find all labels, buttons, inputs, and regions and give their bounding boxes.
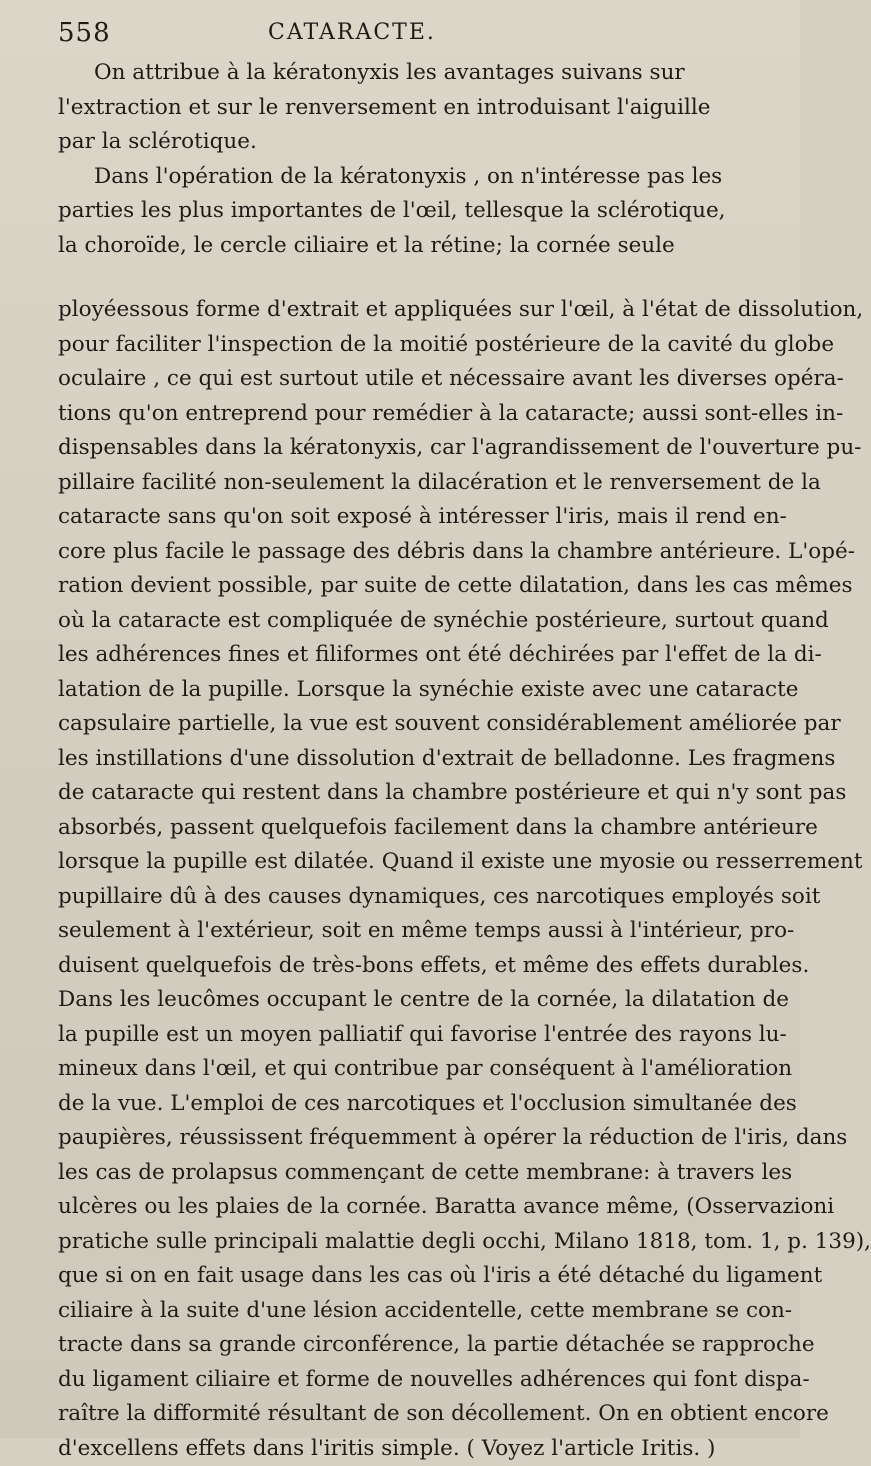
text-line: d'excellens effets dans l'iritis simple. ( Voyez l'article Iritis. ) xyxy=(58,1432,770,1466)
text-line: paupières, réussissent fréquemment à opérer la réduction de l'iris, dans xyxy=(58,1121,770,1156)
text-line: Dans l'opération de la kératonyxis , on n'intéresse pas les xyxy=(58,160,770,195)
text-line: oculaire , ce qui est surtout utile et nécessaire avant les diverses opéra- xyxy=(58,362,770,397)
text-line: Dans les leucômes occupant le centre de la cornée, la dilatation de xyxy=(58,983,770,1018)
text-line: que si on en fait usage dans les cas où l'iris a été détaché du ligament xyxy=(58,1259,770,1294)
text-line: parties les plus importantes de l'œil, tellesque la sclérotique, xyxy=(58,194,770,229)
text-line: la choroïde, le cercle ciliaire et la rétine; la cornée seule xyxy=(58,229,770,264)
running-title: CATARACTE. xyxy=(268,20,436,45)
text-line: pratiche sulle principali malattie degli occhi, Milano 1818, tom. 1, p. 139), xyxy=(58,1225,770,1260)
text-line: pillaire facilité non-seulement la dilacération et le renversement de la xyxy=(58,466,770,501)
text-line: seulement à l'extérieur, soit en même temps aussi à l'intérieur, pro- xyxy=(58,914,770,949)
text-line: ciliaire à la suite d'une lésion accidentelle, cette membrane se con- xyxy=(58,1294,770,1329)
text-line: de la vue. L'emploi de ces narcotiques et l'occlusion simultanée des xyxy=(58,1087,770,1122)
text-line: duisent quelquefois de très-bons effets, et même des effets durables. xyxy=(58,949,770,984)
text-line: absorbés, passent quelquefois facilement dans la chambre antérieure xyxy=(58,811,770,846)
text-line: tracte dans sa grande circonférence, la partie détachée se rapproche xyxy=(58,1328,770,1363)
text-line: les cas de prolapsus commençant de cette membrane: à travers les xyxy=(58,1156,770,1191)
text-line: ployéessous forme d'extrait et appliquées sur l'œil, à l'état de dissolution, xyxy=(58,293,770,328)
text-line: ulcères ou les plaies de la cornée. Baratta avance même, (Osservazioni xyxy=(58,1190,770,1225)
section-gap xyxy=(58,263,770,293)
page-header xyxy=(58,18,740,54)
page-number: 558 xyxy=(58,18,111,48)
text-line: dispensables dans la kératonyxis, car l'agrandissement de l'ouverture pu- xyxy=(58,431,770,466)
text-line: lorsque la pupille est dilatée. Quand il existe une myosie ou resserrement xyxy=(58,845,770,880)
body-text xyxy=(58,56,770,1466)
text-line: cataracte sans qu'on soit exposé à intéresser l'iris, mais il rend en- xyxy=(58,500,770,535)
text-line: du ligament ciliaire et forme de nouvelles adhérences qui font dispa- xyxy=(58,1363,770,1398)
text-line: raître la difformité résultant de son décollement. On en obtient encore xyxy=(58,1397,770,1432)
text-line: tions qu'on entreprend pour remédier à la cataracte; aussi sont-elles in- xyxy=(58,397,770,432)
text-line: On attribue à la kératonyxis les avantages suivans sur xyxy=(58,56,770,91)
text-line: les adhérences fines et filiformes ont été déchirées par l'effet de la di- xyxy=(58,638,770,673)
text-line: mineux dans l'œil, et qui contribue par conséquent à l'amélioration xyxy=(58,1052,770,1087)
text-line: pour faciliter l'inspection de la moitié postérieure de la cavité du globe xyxy=(58,328,770,363)
text-line: ration devient possible, par suite de cette dilatation, dans les cas mêmes xyxy=(58,569,770,604)
text-line: pupillaire dû à des causes dynamiques, ces narcotiques employés soit xyxy=(58,880,770,915)
text-line: la pupille est un moyen palliatif qui favorise l'entrée des rayons lu- xyxy=(58,1018,770,1053)
text-line: capsulaire partielle, la vue est souvent considérablement améliorée par xyxy=(58,707,770,742)
text-line: core plus facile le passage des débris dans la chambre antérieure. L'opé- xyxy=(58,535,770,570)
text-line: par la sclérotique. xyxy=(58,125,770,160)
text-line: l'extraction et sur le renversement en introduisant l'aiguille xyxy=(58,91,770,126)
text-line: latation de la pupille. Lorsque la synéchie existe avec une cataracte xyxy=(58,673,770,708)
text-line: de cataracte qui restent dans la chambre postérieure et qui n'y sont pas xyxy=(58,776,770,811)
text-line: les instillations d'une dissolution d'extrait de belladonne. Les fragmens xyxy=(58,742,770,777)
text-line: où la cataracte est compliquée de synéchie postérieure, surtout quand xyxy=(58,604,770,639)
